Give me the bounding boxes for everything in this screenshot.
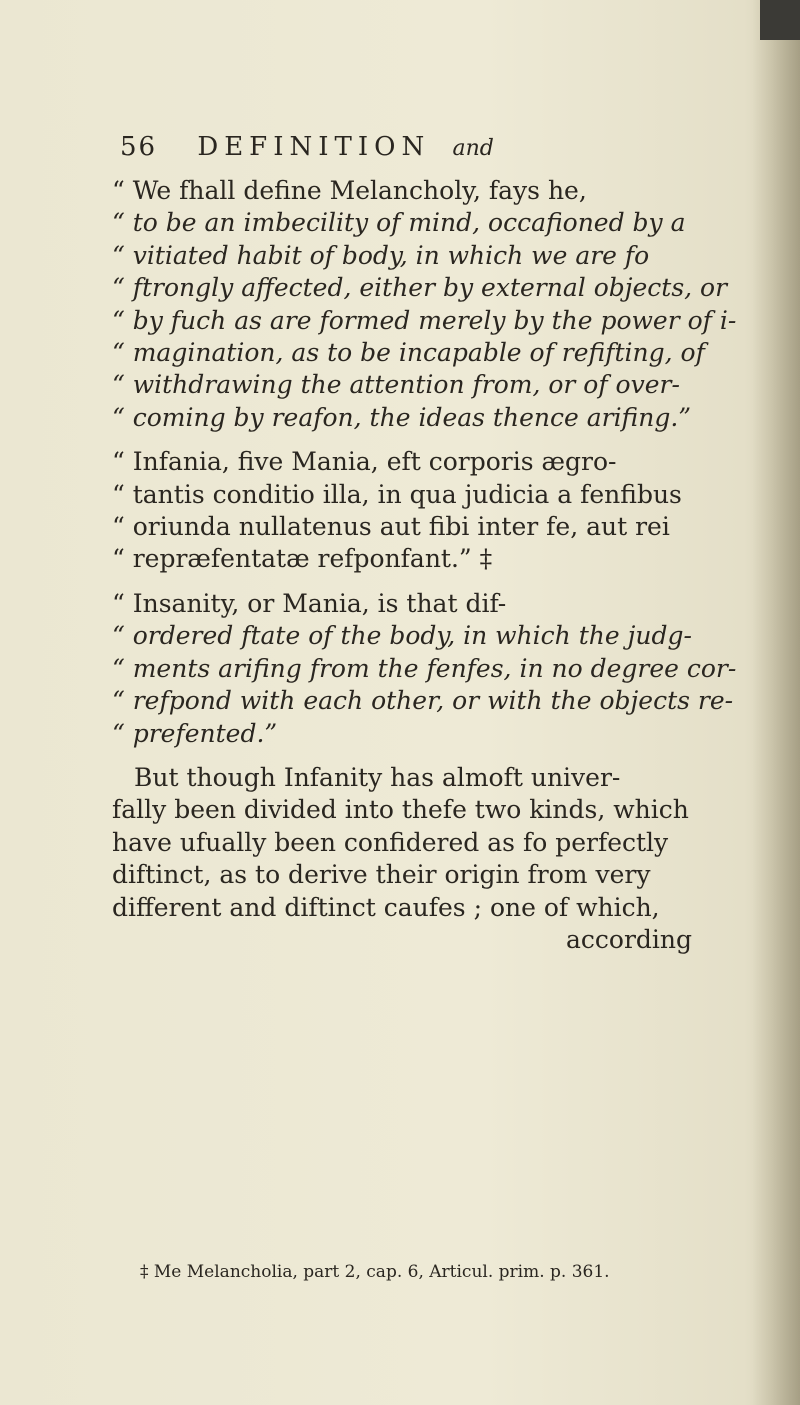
paragraph-but-though (112, 762, 692, 956)
text-line: “ vitiated habit of body, in which we are fo (112, 240, 650, 270)
running-title: DEFINITION (197, 132, 431, 162)
text-line: different and diftinct caufes ; one of which, (112, 892, 660, 922)
text-line: “ magination, as to be incapable of refifting, of (112, 338, 705, 368)
text-line: “ by fuch as are formed merely by the power of i- (112, 305, 737, 335)
text-line: “ We fhall define Melancholy, fays he, (112, 176, 587, 205)
text-line: “ coming by reafon, the ideas thence arifing.” (112, 402, 692, 432)
body-text (112, 175, 737, 968)
catchword: according (565, 924, 692, 954)
text-line: “ ftrongly affected, either by external objects, or (112, 273, 728, 303)
text-line: “ Insanity, or Mania, is that dif- (112, 588, 507, 618)
running-title-conjunction: and (452, 136, 494, 161)
text-line: have ufually been confidered as fo perfectly (112, 827, 669, 857)
footnote: ‡ Me Melancholia, part 2, cap. 6, Articul. prim. p. 361. (140, 1262, 610, 1282)
text-line: “ refpond with each other, or with the objects re- (112, 686, 734, 716)
text-line: “ withdrawing the attention from, or of over- (112, 370, 680, 400)
text-line: “ oriunda nullatenus aut fibi inter fe, aut rei (112, 512, 670, 542)
paragraph-insania-latin (112, 446, 692, 576)
text-line: diftinct, as to derive their origin from very (112, 860, 651, 890)
text-line: “ ordered ftate of the body, in which the judg- (112, 621, 692, 651)
page-number: 56 (120, 132, 158, 162)
paragraph-insanity-definition (112, 588, 737, 750)
text-line: “ tantis conditio illa, in qua judicia a fenfibus (112, 479, 682, 509)
text-line: “ Infania, five Mania, eft corporis ægro- (112, 447, 617, 477)
text-line: “ repræfentatæ refponfant.” ‡ (112, 544, 493, 574)
paragraph-melancholy-definition (112, 175, 737, 434)
page-edge-shadow (752, 0, 800, 1405)
text-line: “ prefented.” (112, 718, 278, 748)
text-line: But though Infanity has almoft univer- (134, 762, 621, 792)
text-line: “ ments arifing from the fenfes, in no degree cor- (112, 653, 737, 683)
running-head (120, 132, 680, 172)
text-line: “ to be an imbecility of mind, occafioned by a (112, 208, 686, 238)
corner-shadow (760, 0, 800, 40)
text-line: fally been divided into thefe two kinds, which (112, 795, 689, 825)
